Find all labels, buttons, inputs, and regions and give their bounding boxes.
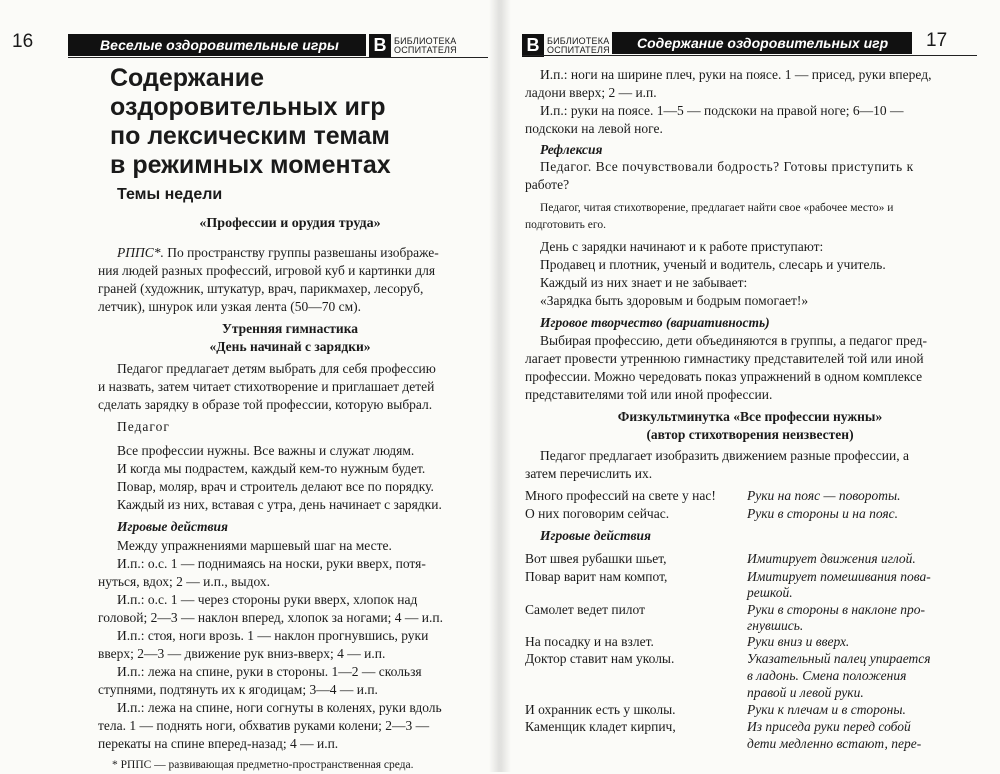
action-line: Имитирует помешивания пова- bbox=[747, 569, 931, 584]
chapter-title bbox=[110, 64, 391, 180]
series-logo bbox=[522, 34, 610, 57]
paragraph-line: И.п.: ноги на ширине плеч, руки на поясе. 1 — присед, руки вперед, bbox=[540, 67, 932, 82]
paragraph-line: работе? bbox=[525, 177, 570, 192]
action-line: решкой. bbox=[747, 585, 793, 600]
verse-line: Много профессий на свете у нас! bbox=[525, 488, 716, 503]
paragraph-line: тела. 1 — поднять ноги, обхватив руками колени; 2—3 — bbox=[98, 718, 430, 733]
paragraph-line: ладони вверх; 2 — и.п. bbox=[525, 85, 657, 100]
paragraph-line: вверх; 2—3 — движение рук вниз-вверх; 4 — и.п. bbox=[98, 646, 386, 661]
verse-line: Каменщик кладет кирпич, bbox=[525, 719, 676, 734]
verse-line: Повар варит нам компот, bbox=[525, 569, 668, 584]
chapter-title-line: Содержание bbox=[110, 64, 265, 92]
poem-line: Продавец и плотник, ученый и водитель, слесарь и учитель. bbox=[540, 257, 886, 272]
actions-heading: Игровые действия bbox=[540, 528, 651, 543]
running-header-title: Содержание оздоровительных игр bbox=[637, 35, 889, 51]
action-line: в ладонь. Смена положения bbox=[747, 668, 907, 683]
logo-line: БИБЛИОТЕКА bbox=[394, 35, 457, 46]
verse-line: Вот швея рубашки шьет, bbox=[525, 551, 667, 566]
paragraph-line: И.п.: стоя, ноги врозь. 1 — наклон прогнувшись, руки bbox=[117, 628, 429, 643]
paragraph-line: И.п.: руки на поясе. 1—5 — подскоки на правой ноге; 6—10 — bbox=[540, 103, 904, 118]
logo-line: БИБЛИОТЕКА bbox=[547, 35, 610, 46]
paragraph-line: Педагог. Все почувствовали бодрость? Готовы приступить к bbox=[540, 159, 914, 174]
logo-letter: B bbox=[369, 34, 391, 57]
action-line: Руки на пояс — повороты. bbox=[747, 488, 901, 503]
paragraph-line: ступнями, подтянуть их к ягодицам; 3—4 — и.п. bbox=[98, 682, 378, 697]
page-number: 16 bbox=[12, 31, 34, 52]
right-page bbox=[500, 0, 1000, 772]
rpps-abbr: РППС*. bbox=[117, 245, 164, 260]
logo-letter: B bbox=[522, 34, 544, 57]
action-line: Руки к плечам и в стороны. bbox=[747, 702, 906, 717]
paragraph-line: подскоки на левой ноге. bbox=[525, 121, 663, 136]
action-line: правой и левой руки. bbox=[747, 685, 864, 700]
header-rule bbox=[522, 55, 977, 56]
header-rule bbox=[68, 57, 488, 58]
note-line: Педагог, читая стихотворение, предлагает найти свое «рабочее место» и bbox=[540, 202, 894, 214]
chapter-title-line: в режимных моментах bbox=[110, 151, 391, 179]
speaker-name: Педагог bbox=[117, 419, 170, 434]
paragraph-line: лагает провести утреннюю гимнастику представителей той или иной bbox=[525, 351, 924, 366]
paragraph-line: граней (художник, штукатур, врач, парикмахер, лесоруб, bbox=[98, 281, 424, 296]
paragraph-line: затем перечислить их. bbox=[525, 466, 653, 481]
paragraph-line: Педагог предлагает детям выбрать для себя профессию bbox=[117, 361, 436, 376]
poem-line: Все профессии нужны. Все важны и служат людям. bbox=[117, 443, 415, 458]
paragraph-line: представителями той или иной профессии. bbox=[525, 387, 773, 402]
poem-line: День с зарядки начинают и к работе приступают: bbox=[540, 239, 824, 254]
action-line: дети медленно встают, пере- bbox=[747, 736, 922, 751]
creative-heading: Игровое творчество (вариативность) bbox=[540, 315, 770, 330]
paragraph-line: нуться, вдох; 2 — и.п., выдох. bbox=[98, 574, 270, 589]
logo-line: ОСПИТАТЕЛЯ bbox=[547, 44, 610, 55]
verse-line: Доктор ставит нам уколы. bbox=[525, 651, 675, 666]
verse-line: О них поговорим сейчас. bbox=[525, 506, 670, 521]
action-line: гнувшись. bbox=[747, 618, 804, 633]
poem-line: И когда мы подрастем, каждый кем-то нужным будет. bbox=[117, 461, 426, 476]
action-line: Указательный палец упирается bbox=[747, 651, 931, 666]
verse-line: И охранник есть у школы. bbox=[525, 702, 676, 717]
paragraph-line: ния людей разных профессий, игровой куб и картинки для bbox=[98, 263, 436, 278]
reflection-heading: Рефлексия bbox=[540, 142, 603, 157]
action-line: Руки в стороны и на пояс. bbox=[747, 506, 899, 521]
paragraph-line: и назвать, затем читает стихотворение и приглашает детей bbox=[98, 379, 435, 394]
paragraph-line: И.п.: лежа на спине, руки в стороны. 1—2 — скользя bbox=[117, 664, 422, 679]
paragraph-line: Выбирая профессию, дети объединяются в группы, а педагог пред- bbox=[540, 333, 928, 348]
chapter-title-line: по лексическим темам bbox=[110, 122, 390, 150]
subsection-heading: (автор стихотворения неизвестен) bbox=[646, 427, 854, 442]
subsection-heading: Утренняя гимнастика bbox=[221, 321, 359, 336]
paragraph-line: головой; 2—3 — наклон вперед, хлопок за ногами; 4 — и.п. bbox=[98, 610, 443, 625]
paragraph-line: И.п.: о.с. 1 — поднимаясь на носки, руки вверх, потя- bbox=[117, 556, 426, 571]
poem-line: «Зарядка быть здоровым и бодрым помогает!» bbox=[540, 293, 809, 308]
poem-line: Каждый из них знает и не забывает: bbox=[540, 275, 748, 290]
note-line: подготовить его. bbox=[525, 219, 606, 231]
paragraph-line: перекаты на спине вперед-назад; 4 — и.п. bbox=[98, 736, 339, 751]
poem-line: Каждый из них, вставая с утра, день начинает с зарядки. bbox=[117, 497, 442, 512]
series-logo bbox=[369, 34, 457, 57]
paragraph-line: сделать зарядку в образе той профессии, которую выбрал. bbox=[98, 397, 433, 412]
paragraph-line: И.п.: лежа на спине, ноги согнуты в коленях, руки вдоль bbox=[117, 700, 442, 715]
action-line: Из приседа руки перед собой bbox=[747, 719, 911, 734]
paragraph-line: летчик), шнурок или узкая лента (50—70 см). bbox=[98, 299, 361, 314]
paragraph-line: И.п.: о.с. 1 — через стороны руки вверх, хлопок над bbox=[117, 592, 418, 607]
theme-heading: «Профессии и орудия труда» bbox=[199, 216, 381, 231]
footnote: * РППС — развивающая предметно-пространственная среда. bbox=[112, 759, 414, 771]
logo-line: ОСПИТАТЕЛЯ bbox=[394, 44, 457, 55]
action-line: Имитирует движения иглой. bbox=[747, 551, 916, 566]
chapter-title-line: оздоровительных игр bbox=[110, 93, 386, 121]
paragraph-line: профессии. Можно чередовать показ упражнений в одном комплексе bbox=[525, 369, 923, 384]
section-subtitle: Темы недели bbox=[117, 186, 223, 203]
verse-line: На посадку и на взлет. bbox=[525, 634, 654, 649]
left-page bbox=[0, 0, 500, 772]
subsection-heading: Физкультминутка «Все профессии нужны» bbox=[617, 409, 883, 424]
actions-heading: Игровые действия bbox=[117, 519, 228, 534]
action-line: Руки в стороны в наклоне про- bbox=[747, 602, 925, 617]
paragraph-line: Между упражнениями маршевый шаг на месте. bbox=[117, 538, 392, 553]
poem-line: Повар, моляр, врач и строитель делают все по порядку. bbox=[117, 479, 434, 494]
running-header-title: Веселые оздоровительные игры bbox=[100, 37, 339, 53]
action-line: Руки вниз и вверх. bbox=[747, 634, 850, 649]
subsection-heading: «День начинай с зарядки» bbox=[209, 339, 371, 354]
page-number: 17 bbox=[926, 30, 948, 51]
paragraph-line: РППС*. По пространству группы развешаны изображе- bbox=[117, 245, 439, 260]
verse-line: Самолет ведет пилот bbox=[525, 602, 646, 617]
paragraph-line: Педагог предлагает изобразить движением разные профессии, а bbox=[540, 448, 909, 463]
